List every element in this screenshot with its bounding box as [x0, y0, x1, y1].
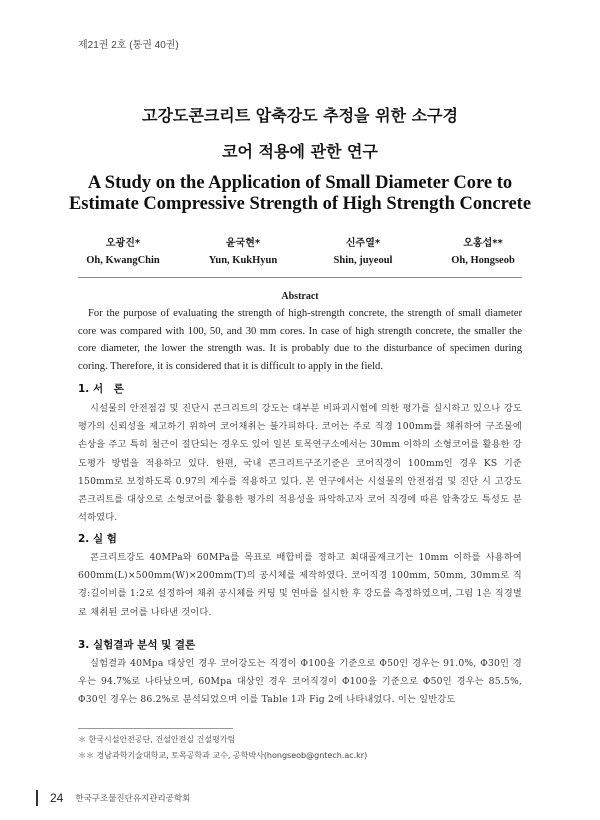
- abstract-divider: [78, 277, 522, 278]
- author-name-english: Shin, juyeoul: [333, 255, 393, 266]
- section-body-experiment: 콘크리트강도 40MPa와 60MPa를 목표로 배합비를 정하고 최대골재크기는 10mm 이하를 사용하여 600mm(L)×500mm(W)×200mm(T)의 공시체를 제작하였다. 코어직경 100mm, 50mm, 30mm로 직경:길이비를 1:2로 설정하여 채취 공시체를 커팅 및 연마를 실시한 후 강도를 측정하였으며, 그림 1은 직경별로 채취된 코어를 나타낸 것이다.: [78, 552, 522, 618]
- section-body-results: 실험결과 40Mpa 대상인 경우 코어강도는 직경이 Φ100을 기준으로 Φ50인 경우는 91.0%, Φ30인 경우는 94.7%로 나타났으며, 60Mpa 대상인 경우 코어직경이 Φ100을 기준으로 Φ50인 경우는 85.5%, Φ30인 경우는 86.2%로 분석되었으며 이를 Table 1과 Fig 2에 나타내었다. 이는 일반강도: [78, 658, 522, 706]
- footer-bar: [36, 790, 38, 806]
- abstract-body: For the purpose of evaluating the strength of high-strength concrete, the strength of small diameter core was compared with 100, 50, and 30 mm cores. In case of high strength concrete, the smaller the core diameter, the lower the strength was. It is probably due to the disturbance of specimen during coring. Therefore, it is considered that it is difficult to apply in the field.: [78, 308, 522, 372]
- author: [308, 234, 418, 266]
- page-footer: [36, 789, 190, 807]
- footnote-affiliation-1: ＊ 한국시설안전공단, 건설안전실 건설평가팀: [78, 735, 236, 744]
- author-name-english: Oh, KwangChin: [86, 255, 160, 266]
- korean-title-line-2: 코어 적용에 관한 연구: [222, 142, 378, 161]
- page-number: 24: [50, 791, 64, 805]
- footnote-divider: [78, 728, 233, 729]
- author-name-english: Oh, Hongseob: [451, 255, 515, 266]
- korean-title-line-1: 고강도콘크리트 압축강도 추정을 위한 소구경: [142, 106, 458, 125]
- section-heading-results: 3. 실험결과 분석 및 결론: [78, 639, 196, 651]
- running-header: 제21권 2호 (통권 40권): [78, 40, 179, 51]
- author: [68, 234, 178, 266]
- author-list: [68, 234, 538, 266]
- author: [428, 234, 538, 266]
- english-title-line-1: A Study on the Application of Small Diameter Core to: [87, 173, 513, 193]
- footnote-affiliation-2: ＊＊ 경남과학기술대학교, 토목공학과 교수, 공학박사(hongseob@gntech.ac.kr): [78, 751, 368, 760]
- english-title-line-2: Estimate Compressive Strength of High Strength Concrete: [68, 194, 532, 214]
- section-heading-introduction: 1. 서 론: [78, 383, 124, 395]
- author-name-korean: 오홍섭**: [463, 238, 503, 249]
- journal-name: 한국구조물진단유지관리공학회: [75, 794, 191, 804]
- author-name-korean: 신주열*: [345, 238, 381, 249]
- section-body-introduction: 시설물의 안전점검 및 진단시 콘크리트의 강도는 대부분 비파괴시험에 의한 평가를 실시하고 있으나 강도평가의 신뢰성을 제고하기 위하여 코어채취는 불가피하다. 코어는 주로 직경 100mm를 채취하여 구조물에 손상을 주고 특히 철근이 절단되는 경우도 있어 일본 토목연구소에서는 30mm 이하의 소형코어를 활용한 강도평가 방법을 적용하고 있다. 한편, 국내 콘크리트구조기준은 코어직경이 100mm인 경우 KS 기준 150mm로 보정하도록 0.97의 계수를 적용하고 있다. 본 연구에서는 시설물의 안전점검 및 진단 시 고강도콘크리트를 대상으로 소형코어를 활용한 평가의 적용성을 파악하고자 코어 직경에 따른 압축강도 특성도 분석하였다.: [78, 403, 522, 524]
- abstract-heading: Abstract: [281, 291, 319, 302]
- author: [188, 234, 298, 266]
- author-name-english: Yun, KukHyun: [208, 255, 278, 266]
- author-name-korean: 윤국현*: [225, 238, 261, 249]
- section-heading-experiment: 2. 실 험: [78, 533, 117, 545]
- author-name-korean: 오광진*: [105, 238, 141, 249]
